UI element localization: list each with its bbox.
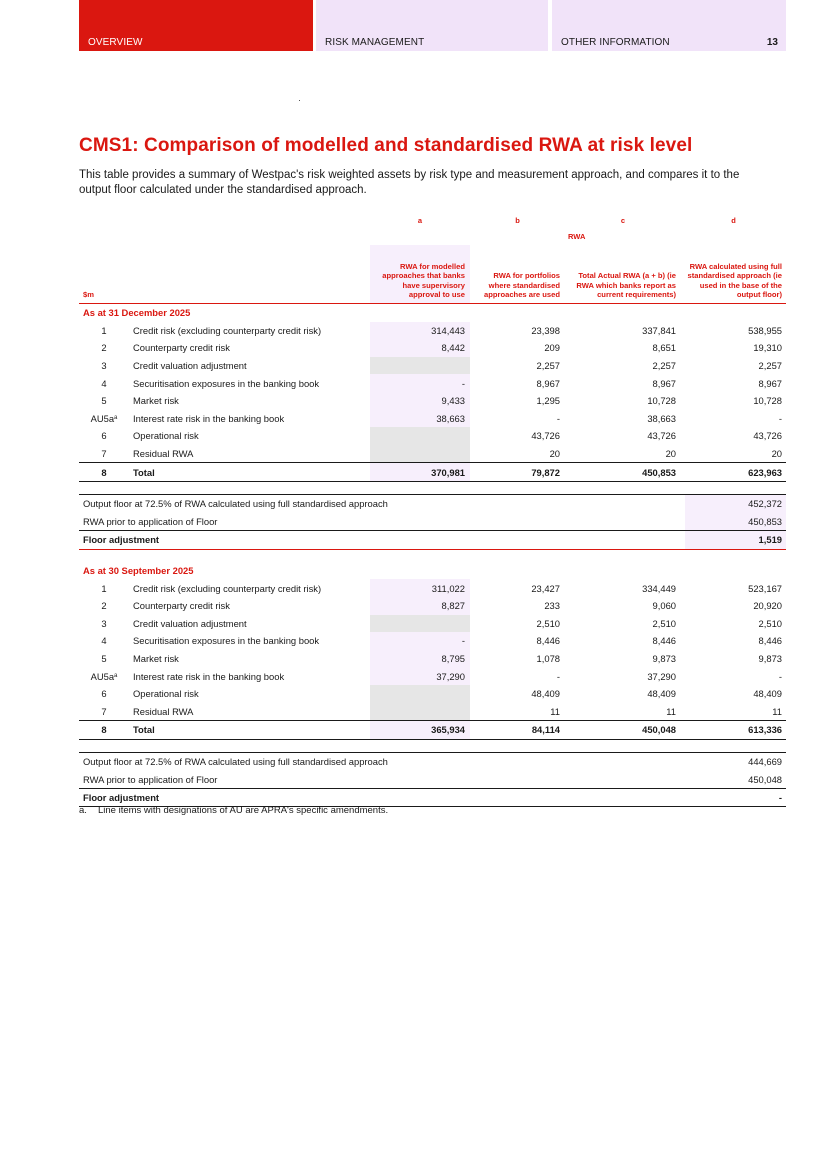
row-description: Credit risk (excluding counterparty credit risk) bbox=[133, 324, 322, 336]
value-a bbox=[370, 702, 470, 720]
row-number bbox=[79, 374, 129, 392]
row-number bbox=[79, 392, 129, 410]
intro-paragraph: This table provides a summary of Westpac's risk weighted assets by risk type and measurement approach, and compares it to the output floor calculated under the standardised approach. bbox=[79, 169, 740, 196]
spacer bbox=[79, 740, 786, 752]
row-number-text: 4 bbox=[101, 635, 107, 647]
table-row bbox=[79, 374, 786, 392]
total-d: 613,336 bbox=[748, 724, 782, 736]
total-b: 84,114 bbox=[531, 724, 560, 736]
floor-adjustment-label: Floor adjustment bbox=[83, 792, 160, 804]
value-a: 37,290 bbox=[370, 667, 470, 685]
value-c: 334,449 bbox=[642, 582, 676, 594]
stray-dot bbox=[299, 100, 300, 101]
footnote-marker: a bbox=[114, 415, 118, 422]
value-d: 8,967 bbox=[758, 377, 782, 389]
value-d: 11 bbox=[772, 705, 782, 717]
value-d: 538,955 bbox=[748, 324, 782, 336]
row-number bbox=[79, 357, 129, 375]
output-floor-label: Output floor at 72.5% of RWA calculated using full standardised approach bbox=[83, 498, 388, 510]
value-b: 23,398 bbox=[531, 324, 560, 336]
value-b: 233 bbox=[544, 600, 560, 612]
value-c: 9,873 bbox=[652, 652, 676, 664]
row-number bbox=[79, 685, 129, 703]
column-header-d: RWA calculated using full standardised approach (ie used in the base of the output floor) bbox=[687, 261, 782, 300]
value-b: - bbox=[556, 670, 560, 682]
row-number-text: 6 bbox=[101, 430, 107, 442]
row-description: Operational risk bbox=[133, 430, 199, 442]
row-description: Operational risk bbox=[133, 688, 199, 700]
value-a bbox=[370, 427, 470, 445]
output-floor-row bbox=[79, 752, 786, 771]
output-floor-value: 444,669 bbox=[748, 755, 782, 767]
floor-adjustment-row bbox=[79, 530, 786, 550]
section-heading-label: As at 30 September 2025 bbox=[83, 565, 194, 577]
footnote-text: Line items with designations of AU are APRA's specific amendments. bbox=[98, 805, 389, 816]
column-header-b: RWA for portfolios where standardised approaches are used bbox=[484, 271, 560, 300]
page-title: CMS1: Comparison of modelled and standardised RWA at risk level bbox=[79, 135, 693, 156]
value-c: 10,728 bbox=[647, 395, 676, 407]
tab-risk-management-label: RISK MANAGEMENT bbox=[325, 37, 425, 48]
row-description: Securitisation exposures in the banking book bbox=[133, 377, 320, 389]
row-description: Credit valuation adjustment bbox=[133, 617, 247, 629]
value-b: 11 bbox=[550, 705, 560, 717]
value-a bbox=[370, 445, 470, 463]
value-c: 337,841 bbox=[642, 324, 676, 336]
table-row bbox=[79, 357, 786, 375]
output-floor-label: Output floor at 72.5% of RWA calculated using full standardised approach bbox=[83, 755, 388, 767]
tab-other-information-label: OTHER INFORMATION bbox=[561, 37, 670, 48]
value-c: 8,446 bbox=[652, 635, 676, 647]
value-d: 523,167 bbox=[748, 582, 782, 594]
row-description: Counterparty credit risk bbox=[133, 342, 230, 354]
value-a: 311,022 bbox=[370, 579, 470, 597]
value-d: 20,920 bbox=[753, 600, 782, 612]
table-row bbox=[79, 632, 786, 650]
total-c: 450,048 bbox=[642, 724, 676, 736]
column-letter-a: a bbox=[417, 216, 423, 225]
floor-adjustment-value: - bbox=[778, 792, 782, 804]
value-b: 43,726 bbox=[531, 430, 560, 442]
value-a: 8,442 bbox=[370, 339, 470, 357]
row-number: 8 bbox=[101, 466, 107, 478]
value-c: 9,060 bbox=[652, 600, 676, 612]
value-d: 20 bbox=[771, 448, 782, 460]
row-number-text: 1 bbox=[101, 582, 107, 594]
row-description: Total bbox=[133, 466, 155, 478]
value-c: 11 bbox=[666, 705, 676, 717]
table-row bbox=[79, 650, 786, 668]
value-b: 8,967 bbox=[536, 377, 560, 389]
rwa-group-header: RWA bbox=[568, 232, 586, 241]
rwa-prior-value: 450,853 bbox=[685, 513, 786, 531]
table-row bbox=[79, 427, 786, 445]
page-number: 13 bbox=[766, 37, 778, 48]
row-number-text: 2 bbox=[101, 600, 107, 612]
table-row bbox=[79, 685, 786, 703]
section-heading bbox=[79, 304, 786, 322]
value-d: 8,446 bbox=[758, 635, 782, 647]
table-row bbox=[79, 597, 786, 615]
row-number bbox=[79, 579, 129, 597]
row-number bbox=[79, 445, 129, 463]
spacer bbox=[79, 482, 786, 494]
unit-label: $m bbox=[83, 290, 94, 300]
spacer bbox=[79, 550, 786, 562]
row-description: Securitisation exposures in the banking book bbox=[133, 635, 320, 647]
table-row bbox=[79, 579, 786, 597]
row-description: Market risk bbox=[133, 652, 179, 664]
row-description: Credit valuation adjustment bbox=[133, 360, 247, 372]
value-d: - bbox=[778, 670, 782, 682]
table-row bbox=[79, 410, 786, 428]
value-c: 2,510 bbox=[652, 617, 676, 629]
table-row bbox=[79, 322, 786, 340]
row-number-text: AU5a bbox=[90, 412, 115, 424]
row-description: Total bbox=[133, 724, 155, 736]
value-d: 48,409 bbox=[753, 688, 782, 700]
rwa-prior-row bbox=[79, 770, 786, 788]
rwa-prior-label: RWA prior to application of Floor bbox=[83, 773, 218, 785]
table-row bbox=[79, 667, 786, 685]
row-number bbox=[79, 650, 129, 668]
tab-overview[interactable] bbox=[79, 0, 313, 51]
row-number-text: 4 bbox=[101, 377, 107, 389]
row-description: Residual RWA bbox=[133, 448, 194, 460]
row-description: Counterparty credit risk bbox=[133, 600, 230, 612]
column-header-c: Total Actual RWA (a + b) (ie RWA which banks report as current requirements) bbox=[576, 271, 676, 300]
value-c: 8,967 bbox=[652, 377, 676, 389]
row-number bbox=[79, 632, 129, 650]
value-d: 43,726 bbox=[753, 430, 782, 442]
row-number-text: 5 bbox=[101, 395, 107, 407]
total-d: 623,963 bbox=[748, 466, 782, 478]
table-row bbox=[79, 445, 786, 463]
row-description: Credit risk (excluding counterparty credit risk) bbox=[133, 582, 322, 594]
value-b: 8,446 bbox=[536, 635, 560, 647]
row-number-text: 7 bbox=[101, 705, 107, 717]
value-a: 9,433 bbox=[370, 392, 470, 410]
tab-overview-label: OVERVIEW bbox=[88, 37, 143, 48]
column-letter-d: d bbox=[731, 216, 736, 225]
row-number bbox=[79, 615, 129, 633]
column-letters-row bbox=[79, 212, 786, 229]
floor-adjustment-value: 1,519 bbox=[685, 531, 786, 549]
row-number-text: AU5a bbox=[90, 670, 115, 682]
total-a: 370,981 bbox=[370, 463, 470, 481]
row-number-text: 2 bbox=[101, 342, 107, 354]
section-heading-label: As at 31 December 2025 bbox=[83, 307, 191, 319]
table-row bbox=[79, 392, 786, 410]
value-a bbox=[370, 615, 470, 633]
value-b: 209 bbox=[544, 342, 560, 354]
output-floor-row bbox=[79, 494, 786, 513]
total-row bbox=[79, 720, 786, 740]
value-a bbox=[370, 685, 470, 703]
rwa-prior-label: RWA prior to application of Floor bbox=[83, 515, 218, 527]
value-a: 38,663 bbox=[370, 410, 470, 428]
value-b: 1,295 bbox=[536, 395, 560, 407]
value-d: - bbox=[778, 412, 782, 424]
row-number-text: 3 bbox=[101, 617, 107, 629]
value-d: 9,873 bbox=[758, 652, 782, 664]
value-b: 2,510 bbox=[536, 617, 560, 629]
row-number bbox=[79, 339, 129, 357]
row-number-text: 7 bbox=[101, 448, 107, 460]
row-number bbox=[79, 322, 129, 340]
table-row bbox=[79, 702, 786, 720]
value-c: 38,663 bbox=[647, 412, 676, 424]
footnote bbox=[79, 805, 388, 816]
row-description: Interest rate risk in the banking book bbox=[133, 412, 285, 424]
row-number: 8 bbox=[101, 724, 107, 736]
table-row bbox=[79, 615, 786, 633]
value-a: 314,443 bbox=[370, 322, 470, 340]
row-description: Market risk bbox=[133, 395, 179, 407]
table-row bbox=[79, 339, 786, 357]
section-heading bbox=[79, 562, 786, 580]
output-floor-value: 452,372 bbox=[685, 495, 786, 513]
total-b: 79,872 bbox=[531, 466, 560, 478]
tab-risk-management[interactable] bbox=[316, 0, 548, 51]
column-header-row bbox=[79, 245, 786, 304]
value-b: 23,427 bbox=[531, 582, 560, 594]
total-c: 450,853 bbox=[642, 466, 676, 478]
value-c: 2,257 bbox=[652, 360, 676, 372]
value-d: 2,510 bbox=[758, 617, 782, 629]
rwa-prior-value: 450,048 bbox=[748, 773, 782, 785]
row-number bbox=[79, 667, 129, 685]
value-c: 43,726 bbox=[647, 430, 676, 442]
row-number bbox=[79, 427, 129, 445]
column-letter-b: b bbox=[515, 216, 520, 225]
value-c: 20 bbox=[665, 448, 676, 460]
value-c: 37,290 bbox=[647, 670, 676, 682]
row-number-text: 5 bbox=[101, 652, 107, 664]
row-number-text: 6 bbox=[101, 688, 107, 700]
row-number-text: 1 bbox=[101, 324, 107, 336]
table-body bbox=[79, 304, 786, 807]
footnote-letter: a. bbox=[79, 805, 87, 816]
row-number bbox=[79, 410, 129, 428]
value-c: 8,651 bbox=[652, 342, 676, 354]
row-number bbox=[79, 597, 129, 615]
group-header-row bbox=[79, 229, 786, 245]
row-number-text: 3 bbox=[101, 360, 107, 372]
value-a: - bbox=[370, 374, 470, 392]
column-header-a: RWA for modelled approaches that banks have supervisory approval to use bbox=[370, 245, 470, 303]
value-b: 20 bbox=[549, 448, 560, 460]
footnote-marker: a bbox=[114, 673, 118, 680]
rwa-prior-row bbox=[79, 513, 786, 531]
value-c: 48,409 bbox=[647, 688, 676, 700]
value-d: 19,310 bbox=[753, 342, 782, 354]
total-row bbox=[79, 462, 786, 482]
value-d: 2,257 bbox=[758, 360, 782, 372]
value-a: 8,795 bbox=[370, 650, 470, 668]
cms1-table bbox=[79, 212, 786, 807]
total-a: 365,934 bbox=[370, 721, 470, 739]
floor-adjustment-label: Floor adjustment bbox=[83, 534, 160, 546]
row-description: Residual RWA bbox=[133, 705, 194, 717]
value-b: 48,409 bbox=[531, 688, 560, 700]
value-a: - bbox=[370, 632, 470, 650]
value-a bbox=[370, 357, 470, 375]
column-letter-c: c bbox=[620, 216, 626, 225]
value-b: 1,078 bbox=[536, 652, 560, 664]
value-b: - bbox=[556, 412, 560, 424]
value-d: 10,728 bbox=[753, 395, 782, 407]
row-description: Interest rate risk in the banking book bbox=[133, 670, 285, 682]
value-a: 8,827 bbox=[370, 597, 470, 615]
row-number bbox=[79, 702, 129, 720]
tab-other-information[interactable] bbox=[552, 0, 786, 51]
value-b: 2,257 bbox=[536, 360, 560, 372]
